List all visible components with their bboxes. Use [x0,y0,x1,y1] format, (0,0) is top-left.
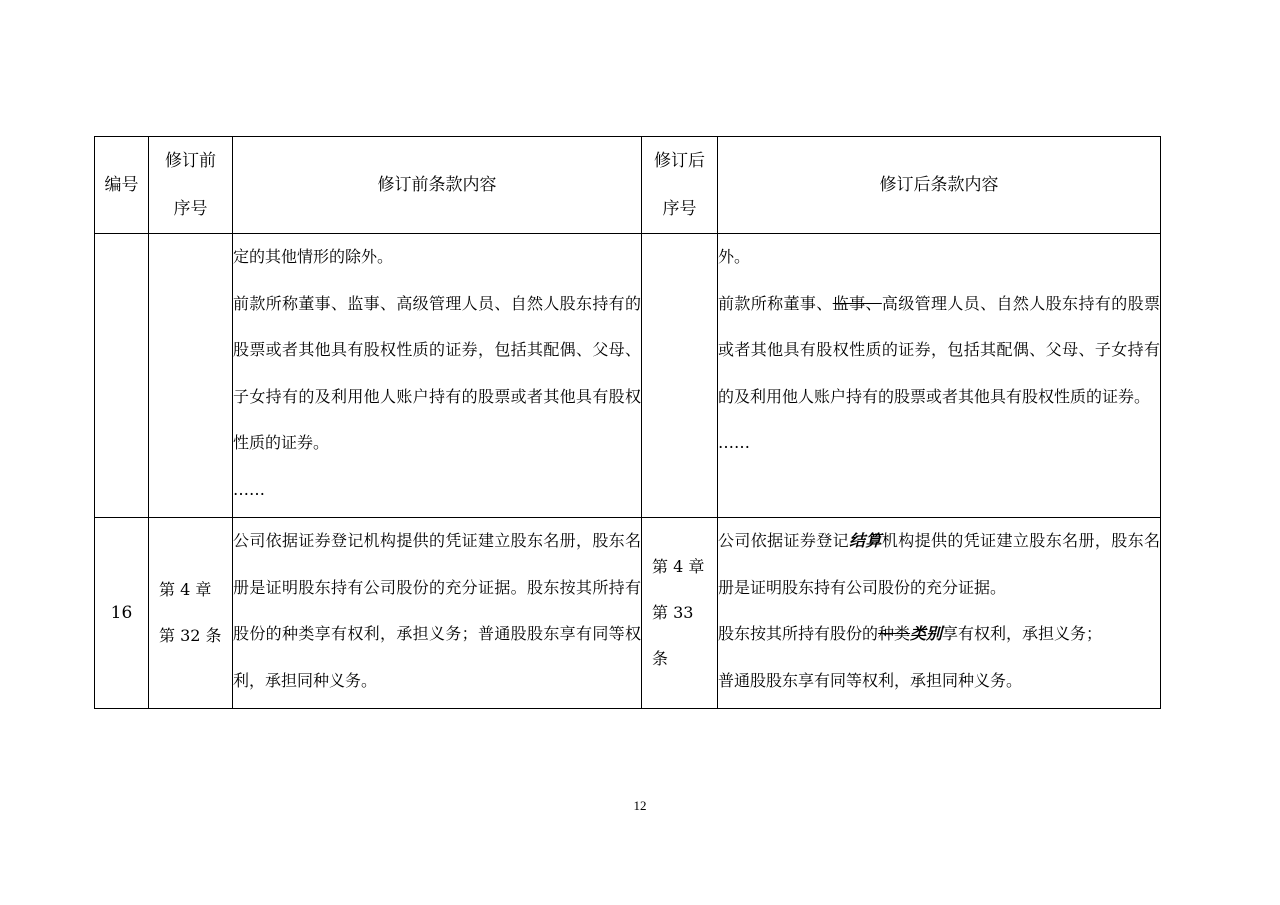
row2-before-seq-line2: 第 32 条 [159,626,222,645]
header-row [95,137,1161,234]
header-before-seq-line1: 修订前 [165,151,216,171]
header-after-seq [642,137,718,234]
inserted-text: 类别 [910,624,943,643]
row2-after-seq [642,518,718,709]
header-after-seq-line2: 序号 [662,199,697,219]
row1-before-content [233,234,642,518]
header-after-seq-line1: 修订后 [654,151,705,171]
row1-after-line: …… [718,433,750,452]
row2-before-content: 公司依据证券登记机构提供的凭证建立股东名册，股东名册是证明股东持有公司股份的充分证据。股东按其所持有股份的种类享有权利，承担义务；普通股股东享有同等权利，承担同种义务。 [233,518,642,709]
inserted-text: 结算 [849,531,882,550]
row2-after-paragraph-2 [718,611,1160,658]
row2-after-content [718,518,1161,709]
deleted-text: 监事、 [832,293,882,313]
row2-after-paragraph-1 [718,518,1160,611]
row1-after-paragraph [718,281,1160,421]
row1-before-line: 前款所称董事、监事、高级管理人员、自然人股东持有的股票或者其他具有股权性质的证券，包括其配偶、父母、子女持有的及利用他人账户持有的股票或者其他具有股权性质的证券。 [233,293,641,452]
header-num: 编号 [95,137,149,234]
row2-num: 16 [95,518,149,709]
row2-after-seq-line2: 第 33 [652,603,694,622]
table-row [95,518,1161,709]
row1-num [95,234,149,518]
text-segment: 前款所称董事、 [718,293,833,313]
row1-after-line: 外。 [718,247,751,266]
row2-after-seq-line1: 第 4 章 [652,557,705,576]
text-segment: 股东按其所持有股份的 [718,624,879,643]
text-segment: 机构提供的凭证建立股东名册，股东名册是证明股东持有公司股份的充分证据。 [718,531,1160,597]
row2-before-seq-line1: 第 4 章 [159,580,212,599]
row2-before-seq [149,518,233,709]
row1-after-content [718,234,1161,518]
page-number: 12 [633,798,647,813]
row2-after-seq-line3: 条 [652,649,669,668]
row1-before-line: 定的其他情形的除外。 [233,247,394,266]
row2-after-paragraph-3: 普通股股东享有同等权利，承担同种义务。 [718,670,1023,690]
header-before-content: 修订前条款内容 [233,137,642,234]
text-segment: 享有权利，承担义务； [942,624,1103,643]
deleted-text: 种类 [878,624,911,643]
header-after-content: 修订后条款内容 [718,137,1161,234]
header-before-seq [149,137,233,234]
table-row [95,234,1161,518]
revision-table [94,136,1161,709]
row1-before-line: …… [233,479,265,499]
row1-before-seq [149,234,233,518]
text-segment: 高级管理人员、自然人股东持有的股票或者其他具有股权性质的证券，包括其配偶、父母、子女持有的及利用他人账户持有的股票或者其他具有股权性质的证券。 [718,293,1160,406]
row1-after-seq [642,234,718,518]
header-before-seq-line2: 序号 [173,199,208,219]
text-segment: 公司依据证券登记 [718,531,850,550]
